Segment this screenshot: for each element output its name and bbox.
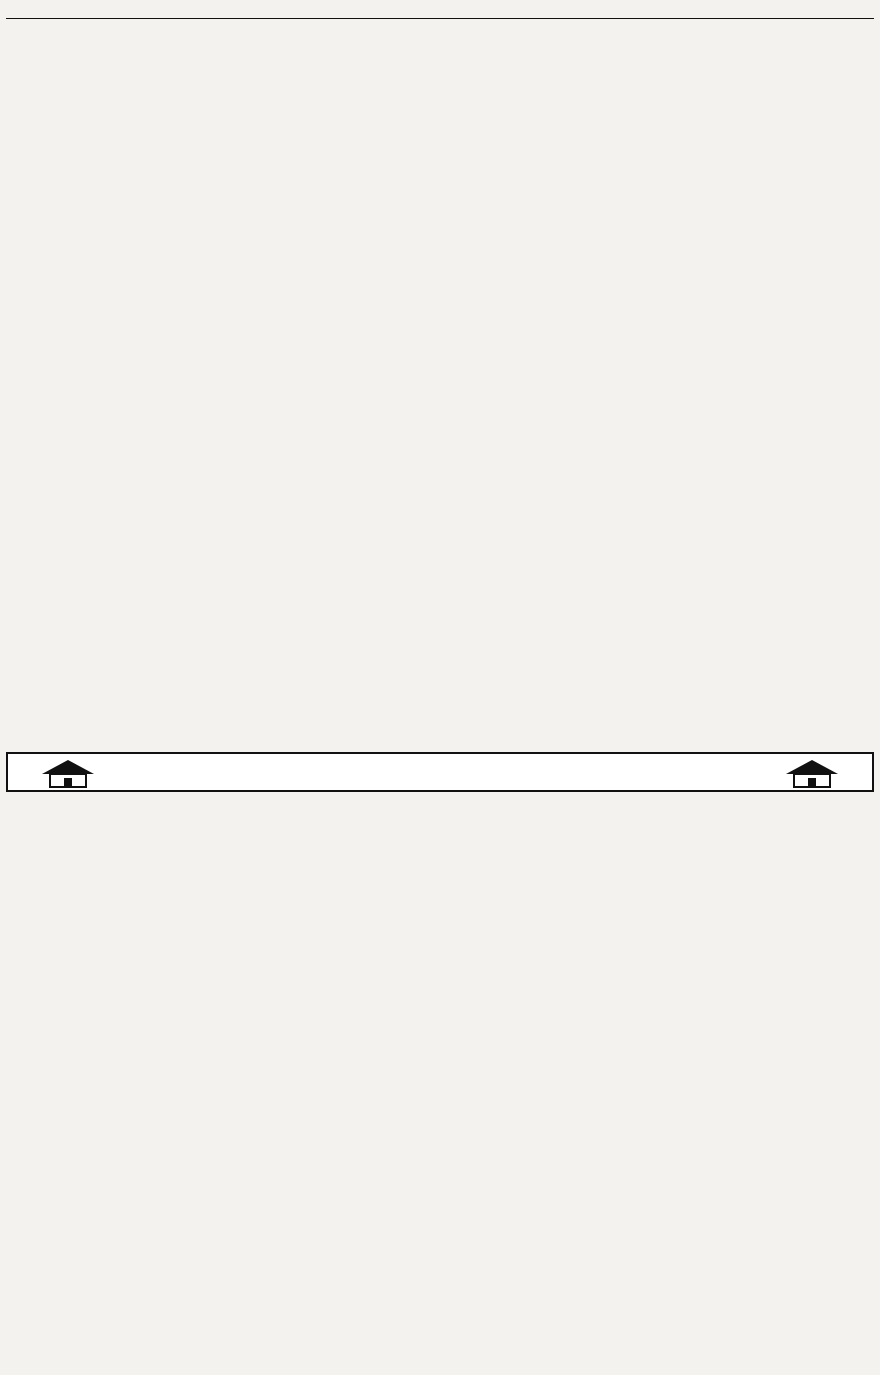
home-service-guide-banner (6, 752, 874, 792)
service-guide-columns (6, 795, 874, 1370)
house-icon (782, 758, 842, 788)
house-icon (38, 758, 98, 788)
help-wanted-columns (6, 20, 874, 748)
guide-deadline (158, 785, 162, 792)
page-header (6, 4, 874, 19)
